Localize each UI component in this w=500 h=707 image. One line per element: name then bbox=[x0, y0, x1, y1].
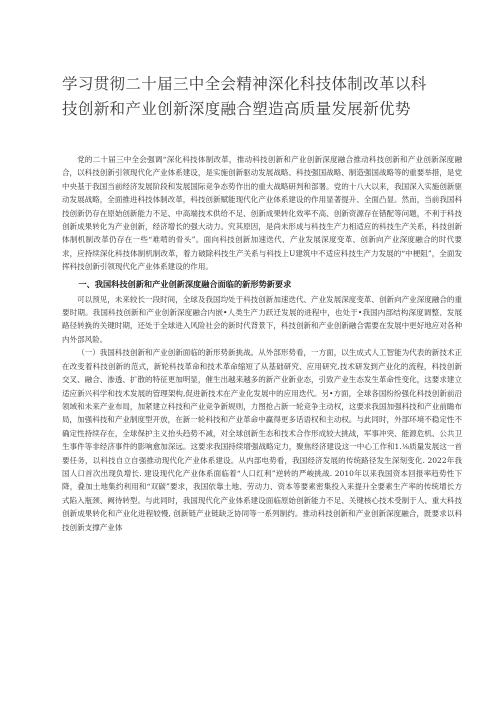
intro-paragraph: 党的二十届三中全会强调“深化科技体制改革，推动科技创新和产业创新深度融合推动科技创新和产业创新深度融合，以科技创新引领现代化产业体系建设，是实施创新驱动发展战略、科技强国战略、制造强国战略等的重要举措，是党中央基于我国当前经济发展阶段和发展国际竞争态势作出的重大战略研判和部署。党的十八大以来，我国深入实施创新驱动发展战略，全面推进科技体制改革，科技创新赋能现代化产业体系建设的作用显著提升、全面凸显。然而，当前我国科技创新仍存在原始创新能力不足、中高端技术供给不足、创新成果转化效率不高、创新资源存在错配等问题，不利于科技创新成果转化为产业创新，经济增长的强大动力。究其原因，是尚未形成与科技生产力相适应的科技生产关系，科技创新体制机制改革仍存在一些“难啃的骨头”。面向科技创新加速迭代、产业发展深度变革、创新向产业深度融合的时代要求，应持续深化科技体制机制改革，着力破除科技生产关系与科技上U建筑中不适应科技生产力发展的“中梗阻”，全面发挥科技创新引领现代化产业体系建设的作用。 bbox=[62, 155, 462, 272]
section-1-paragraph-1: 可以预见，未来较长一段时间，全球及我国均处于科技创新加速迭代、产业发展深度变革、创新向产业深度融合的重要时期。我国科技创新和产业创新深度融合内嵌•人类生产力跃迁发展的进程中，也处于•我国内部结构深度调整、发展路径转换的关键时期，还处于全球进入风险社会的新时代背景下，科技创新和产业创新融合需要在发展中更好地应对各种内外部风险。 bbox=[62, 294, 462, 344]
section-1-heading: 一、我国科技创新和产业创新深度融合面临的新形势新要求 bbox=[78, 278, 292, 289]
document-title bbox=[62, 72, 462, 122]
section-1-paragraph-2: （一）我国科技创新和产业创新面临的新形势新挑战。从外部形势看，一方面，以生成式人工智能为代表的新技术正在改变着科技创新的范式，新轮科技革命和技术革命缩短了从基础研究、应用研究,技术研发到产业化的流程，科技创新交叉、融合、渗透、扩散的特征更加明显，催生出越来越多的新产业新业态，引致产业生态发生革命性变化，这要求建立适应新兴科学和技术发展的管理架构,促进新技术在产业化发展中的应用迭代。另•方面，全球各国纷纷强化科技创新前沿领域和未来产业布局，加紧建立科技和产业竞争新规则，力图抢占新一轮竞争主动权，这要求我国加强科技和产业前瞻布局，加强科技和产业制度型开放，在新一轮科技和产业革命中赢得更多话语权和主动权。与此同时，外部环境不稳定性不确定性持续存在，全球保护主义抬头趋势不减，对全球创新生态和技术合作形成较大挑战，军事冲突、能源危机、公共卫生事件等非经济事件的影响愈加深远。这要求我国持续增强战略定力，聚焦经济建设这一中心工作和1.⅛质量发展这一首要任务，以科技自立自强推动现代化产业体系建设。从内部电势看，我国经济发展的传统路径发生深刻变化. 2022年我国人口首次出现负增长. 建设现代化产业体系面临着“人口红利”逆转的严峻挑战. 2010年以来我国资本回报率趋势性下降，叠加土地集约利用和“双碳”要求，我国依靠土地、劳动力、资本等要素密集投入来提升全要素生产率的传统增长方式陷入瓶颈、阙待转型。与此同时，我国现代化产业体系建设面临原始创新能力不足、关键核心技术受制于人、重大科技创新成果转化和产业化进程较慢, 创新链产业链缺乏协同等一系列制约。推动科技创新和产业创新深度融合，既要求以科技创新支撑产业体 bbox=[62, 348, 462, 532]
document-title-line-1: 学习贯彻二十届三中全会精神深化科技体制改革以科 bbox=[62, 75, 427, 93]
document-title-line-2: 技创新和产业创新深度融合塑造高质量发展新优势 bbox=[62, 100, 411, 118]
